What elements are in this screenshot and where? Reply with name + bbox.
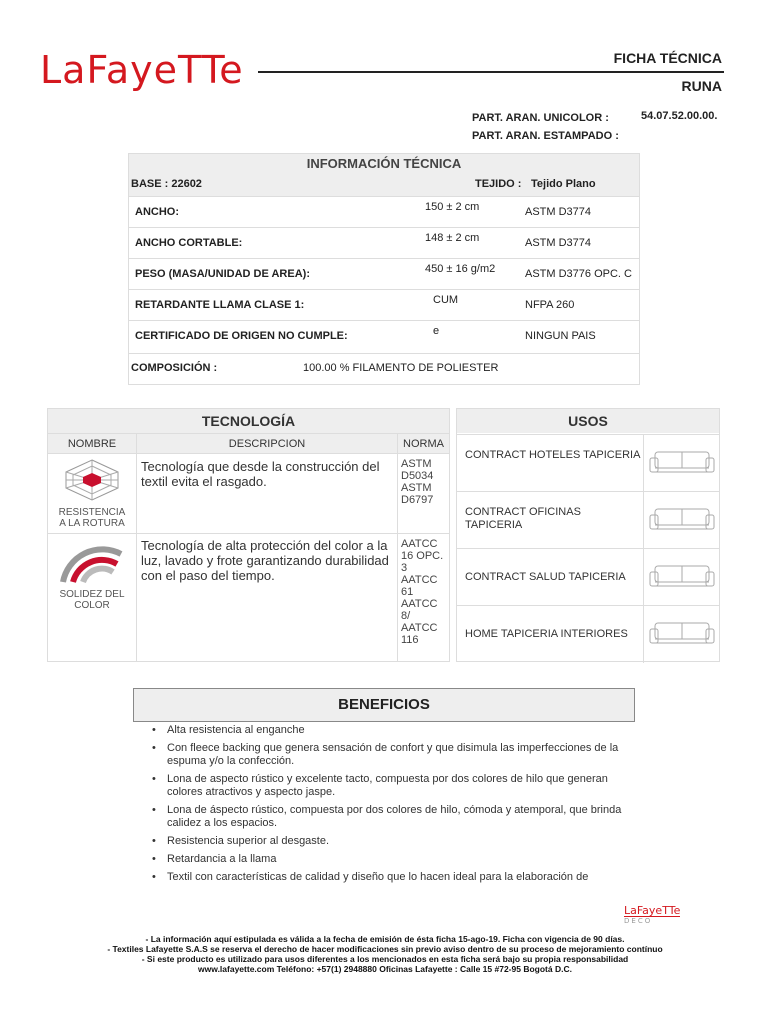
sofa-icon	[649, 562, 715, 592]
composition-value: 100.00 % FILAMENTO DE POLIESTER	[303, 362, 499, 374]
uses-table	[456, 408, 720, 662]
part-estampado-label: PART. ARAN. ESTAMPADO :	[472, 130, 619, 142]
benefit-item: • Alta resistencia al enganche	[152, 724, 622, 737]
benefits-list	[152, 724, 622, 889]
use-label: HOME TAPICERIA INTERIORES	[465, 628, 628, 640]
technical-info-table	[128, 153, 640, 385]
tejido-label: TEJIDO :	[475, 178, 522, 190]
use-label: CONTRACT OFICINAS TAPICERIA	[465, 506, 581, 531]
technology-name-line: SOLIDEZ DEL	[59, 589, 125, 600]
info-row	[129, 196, 639, 228]
part-unicolor-label: PART. ARAN. UNICOLOR :	[472, 112, 609, 124]
sofa-icon	[649, 505, 715, 535]
document-title: FICHA TÉCNICA	[613, 50, 722, 66]
sofa-icon	[649, 448, 715, 478]
footer-line: - La información aquí estipulada es válida a la fecha de emisión de ésta ficha 15-ago-19. Ficha con vigencia de 90 días.	[145, 934, 625, 944]
technology-name-line: A LA ROTURA	[59, 518, 125, 529]
footer-line: - Si este producto es utilizado para usos diferentes a los mencionados en esta ficha será bajo su propia responsabilidad	[141, 954, 629, 964]
base-label: BASE : 22602	[131, 178, 202, 190]
info-row	[129, 258, 639, 290]
footer-line: - Textiles Lafayette S.A.S se reserva el derecho de hacer modificaciones sin previo aviso dentro de su proceso de mejoramiento contínuo	[107, 944, 663, 954]
info-label: PESO (MASA/UNIDAD DE AREA):	[135, 268, 310, 280]
footer-logo-sub: DECO	[624, 917, 653, 925]
info-label: CERTIFICADO DE ORIGEN NO CUMPLE:	[135, 330, 348, 342]
info-row	[129, 289, 639, 321]
benefit-item: • Retardancia a la llama	[152, 853, 622, 866]
use-image-cell	[643, 549, 720, 606]
technology-title: TECNOLOGÍA	[48, 409, 449, 433]
info-norm: NFPA 260	[525, 299, 575, 311]
technology-name-line: COLOR	[74, 600, 110, 611]
footer-notes	[90, 934, 680, 974]
info-value: 148 ± 2 cm	[425, 232, 480, 244]
base-row	[129, 174, 639, 196]
header-rule	[258, 71, 724, 73]
info-label: RETARDANTE LLAMA CLASE 1:	[135, 299, 305, 311]
technology-table	[47, 408, 450, 662]
footer-contact: www.lafayette.com Teléfono: +57(1) 2948880 Oficinas Lafayette : Calle 15 #72-95 Bogotá D.C.	[198, 964, 572, 974]
footer-logo	[624, 905, 680, 925]
col-nombre: NOMBRE	[48, 434, 137, 454]
benefits-title: BENEFICIOS	[133, 688, 635, 722]
product-name: RUNA	[681, 78, 722, 94]
benefit-item: • Textil con características de calidad y diseño que lo hacen ideal para la elaboración de	[152, 871, 622, 884]
use-row	[457, 605, 719, 663]
sun-rays-icon	[59, 540, 125, 584]
technology-name-cell	[48, 454, 137, 534]
technology-norma: AATCC 16 OPC. 3 AATCC 61 AATCC 8/ AATCC 116	[401, 538, 444, 646]
composition-row	[129, 353, 639, 385]
use-row	[457, 434, 719, 492]
benefit-item: • Resistencia superior al desgaste.	[152, 835, 622, 848]
use-label: CONTRACT SALUD TAPICERIA	[465, 571, 626, 583]
use-image-cell	[643, 435, 720, 492]
technology-name-line: RESISTENCIA	[58, 507, 126, 518]
use-row	[457, 491, 719, 549]
technical-info-title: INFORMACIÓN TÉCNICA	[129, 154, 639, 174]
technology-header-row	[48, 433, 449, 454]
info-value: 450 ± 16 g/m2	[425, 263, 496, 275]
info-norm: ASTM D3774	[525, 206, 592, 218]
info-value: 150 ± 2 cm	[425, 201, 480, 213]
info-row	[129, 227, 639, 259]
technology-name-cell	[48, 534, 137, 662]
use-image-cell	[643, 492, 720, 549]
benefit-item: • Con fleece backing que genera sensación de confort y que disimula las imperfecciones de la espuma y/o la confección.	[152, 742, 622, 768]
brand-logo: LaFayeTTe	[40, 48, 244, 92]
info-row	[129, 320, 639, 352]
technology-description: Tecnología que desde la construcción del textil evita el rasgado.	[137, 454, 398, 534]
info-norm: ASTM D3776 OPC. C	[525, 268, 632, 280]
uses-title: USOS	[457, 409, 719, 433]
info-label: ANCHO CORTABLE:	[135, 237, 243, 249]
use-image-cell	[643, 606, 720, 663]
use-label: CONTRACT HOTELES TAPICERIA	[465, 449, 641, 461]
technology-norma: ASTM D5034 ASTM D6797	[401, 458, 434, 506]
info-label: ANCHO:	[135, 206, 179, 218]
info-norm: ASTM D3774	[525, 237, 592, 249]
info-value: e	[433, 325, 440, 337]
benefit-item: • Lona de aspecto rústico y excelente tacto, compuesta por dos colores de hilo que generan colores atractivos y aspecto jaspe.	[152, 773, 622, 799]
technology-description: Tecnología de alta protección del color a la luz, lavado y frote garantizando durabilidad con el paso del tiempo.	[137, 534, 398, 662]
footer-logo-text: LaFayeTTe	[624, 904, 681, 917]
info-norm: NINGUN PAIS	[525, 330, 596, 342]
info-value: CUM	[433, 294, 459, 306]
composition-label: COMPOSICIÓN :	[131, 362, 218, 374]
col-norma: NORMA	[403, 438, 444, 450]
technology-row	[48, 453, 449, 534]
hexagon-web-icon	[61, 458, 123, 502]
tejido-value: Tejido Plano	[531, 178, 596, 190]
benefit-item: • Lona de áspecto rústico, compuesta por dos colores de hilo, cómoda y atemporal, que brinda calidez a los espacios.	[152, 804, 622, 830]
sofa-icon	[649, 619, 715, 649]
use-row	[457, 548, 719, 606]
part-unicolor-value: 54.07.52.00.00.	[641, 110, 718, 122]
technology-row	[48, 533, 449, 662]
col-descripcion: DESCRIPCION	[137, 434, 398, 454]
